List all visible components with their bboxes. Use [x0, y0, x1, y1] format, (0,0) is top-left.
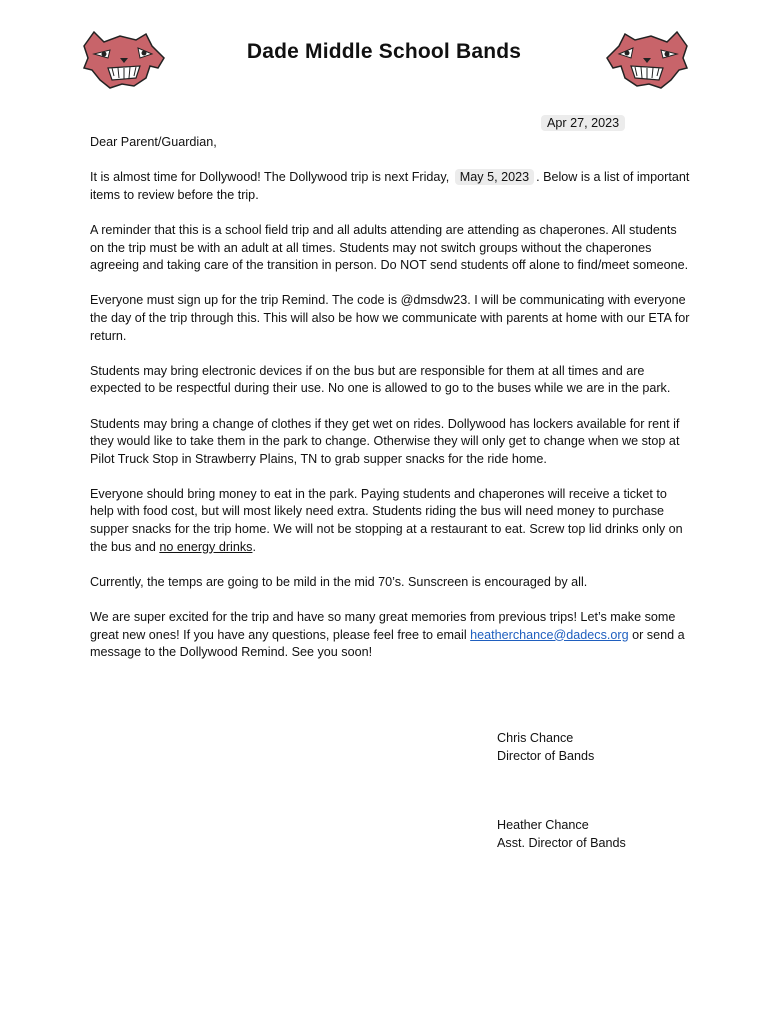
intro-paragraph	[90, 169, 690, 204]
signer-title: Asst. Director of Bands	[497, 835, 626, 850]
letter-date[interactable]: Apr 27, 2023	[541, 115, 625, 131]
signature-block	[497, 730, 594, 765]
paragraph-chaperones: A reminder that this is a school field trip and all adults attending are attending as chaperones. All students on the trip must be with an adult at all times. Students may not switch groups without the chaperones agreeing and taking care of the transition in person. Do NOT send students off alone to find/meet someone.	[90, 222, 689, 273]
signer-title: Director of Bands	[497, 748, 595, 763]
signer-name: Heather Chance	[497, 818, 589, 832]
email-link[interactable]: heatherchance@dadecs.org	[470, 627, 629, 642]
paragraph-money	[90, 486, 690, 556]
trip-date[interactable]: May 5, 2023	[455, 169, 534, 185]
paragraph-clothes: Students may bring a change of clothes if they get wet on rides. Dollywood has lockers available for rent if they would like to take them in the park to change. Otherwise they will only get to change when we stop at Pilot Truck Stop in Strawberry Plains, TN to grab supper snacks for the ride home.	[90, 416, 680, 466]
paragraph-closing	[90, 609, 690, 662]
paragraph-devices: Students may bring electronic devices if on the bus but are responsible for them at all times and are expected to be respectful during their use. No one is allowed to go to the buses while we are in the park.	[90, 363, 671, 396]
intro-text: It is almost time for Dollywood! The Dollywood trip is next Friday,	[90, 170, 450, 185]
closing-text: We are super excited for the trip and have so many great memories from previous trips! Let’s make some great new ones! If you have any questions, please feel free to email	[90, 610, 676, 642]
intro-text-end: . Below is a list of important items to review before the trip.	[90, 170, 690, 202]
signature-block	[497, 817, 626, 852]
closing-text-end: or send a message to the Dollywood Remind. See you soon!	[90, 627, 685, 660]
page-title: Dade Middle School Bands	[246, 40, 522, 63]
signer-name: Chris Chance	[497, 731, 574, 745]
letter-body	[90, 134, 690, 679]
paragraph-weather: Currently, the temps are going to be mild in the mid 70’s. Sunscreen is encouraged by all.	[90, 574, 588, 589]
paragraph-remind: Everyone must sign up for the trip Remind. The code is @dmsdw23. I will be communicating with everyone the day of the trip through this. This will also be how we communicate with parents at home with our ETA for return.	[90, 293, 690, 343]
no-energy-drinks: no energy drinks	[159, 539, 253, 554]
money-text: Everyone should bring money to eat in the park. Paying students and chaperones will receive a ticket to help with food cost, but will most likely need extra. Students riding the bus will need money to purchase supper snacks for the trip home. We will not be stopping at a restaurant to eat. Screw top lid drinks only on the bus and	[90, 486, 683, 554]
salutation: Dear Parent/Guardian,	[90, 135, 217, 149]
money-end: .	[252, 539, 256, 554]
